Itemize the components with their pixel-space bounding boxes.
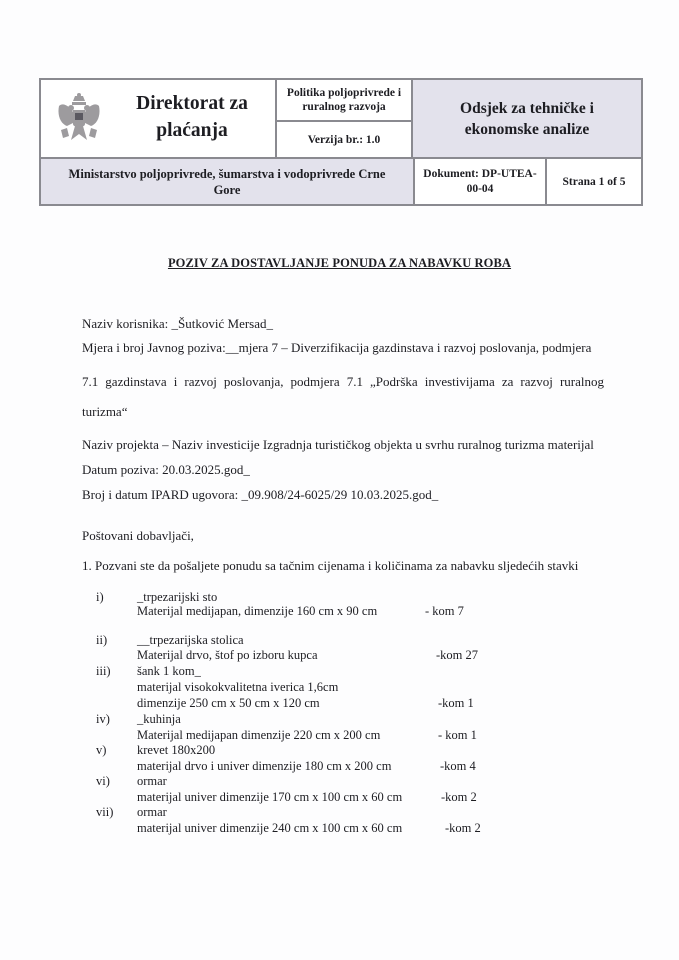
item-number: i) [96,590,104,604]
item-description: materijal drvo i univer dimenzije 180 cm x 200 cm [137,759,392,773]
ministry-line2: Gore [213,182,241,197]
department-line2: ekonomske analize [464,120,590,138]
document-id-line1: Dokument: DP-UTEA- [423,167,537,180]
item-name: krevet 180x200 [137,743,216,757]
item-quantity: -kom 4 [440,759,476,773]
item-quantity: -kom 2 [445,821,481,835]
department-line1: Odsjek za tehničke i [460,99,594,117]
department-cell [411,80,641,157]
item-quantity: -kom 2 [441,790,477,804]
organization-name [113,90,271,144]
item-quantity: -kom 1 [438,696,474,710]
item-number: vii) [96,805,114,819]
item-number: iv) [96,712,110,726]
item-name: šank 1 kom_ [137,664,201,678]
call-date-field: Datum poziva: 20.03.2025.god_ [82,462,250,477]
item-description: materijal univer dimenzije 170 cm x 100 cm x 60 cm [137,790,403,804]
beneficiary-field: Naziv korisnika: _Šutković Mersad_ [82,316,273,331]
contract-field: Broj i datum IPARD ugovora: _09.908/24-6025/29 10.03.2025.god_ [82,487,439,502]
item-description: dimenzije 250 cm x 50 cm x 120 cm [137,696,320,710]
item-quantity: - kom 7 [425,604,464,618]
item-number: ii) [96,633,108,647]
item-number: iii) [96,664,111,678]
page-number-cell [545,157,641,204]
document-title: POZIV ZA DOSTAVLJANJE PONUDA ZA NABAVKU ROBA [167,256,512,270]
policy-cell [277,80,411,122]
ministry-cell [41,157,413,204]
version-label: Verzija br.: 1.0 [307,133,381,146]
item-quantity: -kom 27 [436,648,479,662]
item-quantity: - kom 1 [438,728,477,742]
document-id-cell [413,157,545,204]
page-number: Strana 1 of 5 [562,175,626,188]
policy-line1: Politika poljoprivrede i [286,87,402,99]
intro-paragraph: 1. Pozvani ste da pošaljete ponudu sa tačnim cijenama i količinama za nabavku sljedećih stavki [82,558,579,573]
ministry-line1: Ministarstvo poljoprivrede, šumarstva i vodoprivrede Crne [68,166,386,181]
item-number: vi) [96,774,110,788]
item-name: _trpezarijski sto [137,590,218,604]
policy-line2: ruralnog razvoja [302,101,386,113]
measure-line2: 7.1 gazdinstava i razvoj poslovanja, podmjera 7.1 „Podrška investivijama za razvoj ruralnog [82,374,604,389]
organization-cell [41,80,277,157]
item-description: Materijal medijapan dimenzije 220 cm x 200 cm [137,728,381,742]
greeting: Poštovani dobavljači, [82,528,194,543]
item-description: Materijal medijapan, dimenzije 160 cm x 90 cm [137,604,378,618]
item-name: ormar [137,805,167,819]
item-name: ormar [137,774,167,788]
version-cell [277,122,411,157]
measure-line3: turizma“ [82,404,128,419]
item-name: _kuhinja [137,712,181,726]
montenegro-coat-of-arms-icon [53,92,105,146]
item-description: materijal univer dimenzije 240 cm x 100 cm x 60 cm [137,821,403,835]
document-id-line2: 00-04 [466,182,494,195]
item-number: v) [96,743,107,757]
organization-name-line2: plaćanja [156,120,228,141]
item-description: Materijal drvo, štof po izboru kupca [137,648,318,662]
project-field: Naziv projekta – Naziv investicije Izgradnja turističkog objekta u svrhu ruralnog turizma materijal [82,437,594,452]
measure-line1: Mjera i broj Javnog poziva:__mjera 7 – Diverzifikacija gazdinstava i razvoj poslovanja, podmjera [82,340,592,355]
organization-name-line1: Direktorat za [136,93,248,114]
item-name: __trpezarijska stolica [137,633,244,647]
item-description: materijal visokokvalitetna iverica 1,6cm [137,680,339,694]
document-header-table [39,78,643,206]
